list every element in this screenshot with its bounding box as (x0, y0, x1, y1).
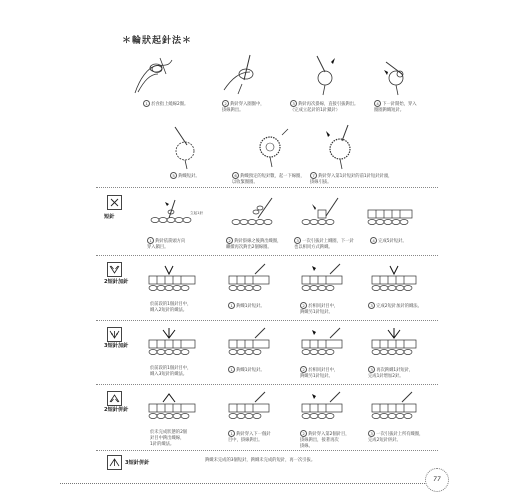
sc-2-increase-symbol (107, 262, 122, 277)
inc3-illustration-d (368, 326, 423, 364)
inc2-illustration-d (368, 262, 423, 300)
sc-step-3-caption: 3 一次引拔針上織圈，下一針 也以相同方式鉤織。 (294, 238, 354, 251)
section-divider (96, 384, 438, 385)
inc2-caption-a: 於前段的1個針目中， 織入2短針的織法。 (150, 302, 192, 313)
ring-step-3-illustration (305, 52, 345, 97)
sc-inline-note: 立起1針 (190, 211, 204, 215)
dec2-caption-a: 於未完成狀態的2個 針目中鉤出織線， 1針的織法。 (150, 430, 188, 447)
inc2-caption-c: 2 於相同針目中， 鉤織另1針短針。 (300, 303, 339, 316)
section-divider (96, 187, 438, 188)
dec2-illustration-b (225, 390, 280, 428)
sc-3-decrease-symbol (107, 455, 122, 470)
ring-step-2-illustration (220, 50, 270, 100)
sc-2-decrease-symbol (107, 391, 122, 406)
ring-step-7-illustration (318, 123, 363, 171)
ring-step-4-illustration (378, 52, 418, 97)
page-title: ＊輪狀起針法＊ (122, 36, 193, 46)
inc3-caption-b: 1 鉤織1針短針。 (228, 366, 265, 374)
ring-step-6-caption: 6 鉤織預定的短針數，起一下線圈， 以收緊圈圈。 (232, 173, 305, 186)
inc2-illustration-c (298, 262, 353, 300)
sc-step-1-illustration (145, 198, 215, 233)
section-divider (96, 450, 438, 451)
inc3-illustration-a (145, 326, 205, 364)
ring-step-1-caption: 1 於食指上繞線2圈。 (143, 100, 188, 108)
inc3-illustration-c (298, 326, 353, 364)
ring-step-5-illustration (165, 125, 205, 170)
sc-3-increase-symbol (107, 327, 122, 342)
section-label-sc-2-increase: 2短針加針 (104, 279, 129, 285)
inc3-caption-a: 於前段的1個針目中， 織入3短針的織法。 (150, 366, 192, 377)
ring-step-7-caption: 7 鉤針穿入第1針短針的前1針短針針頭， 掛線引拔。 (310, 173, 393, 186)
section-label-sc-2-decrease: 2短針併針 (104, 407, 129, 413)
ring-step-3-caption: 3 鉤針再次掛線，直接引拔鉤出。 （完成立起針的1針鎖針） (290, 101, 359, 114)
sc-step-2-caption: 2 鉤針掛線之後鉤出織圈， 繼續再次鉤出2個線圈。 (226, 238, 282, 251)
ring-step-6-illustration (248, 125, 293, 170)
inc3-caption-d: 3 再次鉤織1針短針， 完成1針增加2針。 (368, 367, 414, 380)
section-divider (96, 255, 438, 256)
ring-step-4-caption: 4 下一針開始，穿入 圈圈鉤織短針。 (374, 101, 417, 114)
section-label-sc-3-increase: 3短針加針 (104, 343, 129, 349)
dec2-illustration-c (298, 390, 353, 428)
sc-step-3-illustration (298, 196, 353, 234)
dec3-caption: 鉤織未完成的3個短針，鉤織未完成的短針，再一次引拔。 (205, 458, 316, 463)
page-number: 77 (425, 468, 449, 492)
bottom-divider (60, 483, 425, 484)
inc2-illustration-b (225, 262, 280, 300)
ring-step-5-caption: 5 鉤織短針。 (170, 172, 200, 180)
sc-step-4-illustration (364, 198, 419, 233)
ring-step-1-illustration (130, 48, 180, 98)
single-crochet-symbol (107, 195, 122, 210)
dec2-caption-d: 3 一次引拔針上所有織圈， 完成2短針併針。 (368, 431, 424, 444)
inc3-caption-c: 2 於相同針目中， 鉤織另1針短針。 (300, 367, 339, 380)
sc-step-1-caption: 1 鉤針依箭頭方向 穿入鎖目。 (147, 238, 186, 251)
inc3-illustration-b (225, 326, 280, 364)
section-divider (96, 320, 438, 321)
inc2-caption-d: 3 完成2短針加針的織法。 (368, 302, 422, 310)
sc-step-2-illustration (228, 196, 288, 234)
ring-step-2-caption: 2 鉤針穿入圈圈中， 掛線鉤出。 (222, 101, 265, 114)
sc-step-4-caption: 4 完成5針短針。 (370, 237, 407, 245)
section-label-single-crochet: 短針 (104, 214, 115, 220)
dec2-caption-c: 2 鉤針穿入第2個針目， 掛線鉤出，接著再次 掛線。 (300, 431, 350, 450)
section-label-sc-3-decrease: 3短針併針 (125, 460, 150, 466)
dec2-illustration-a (145, 390, 205, 428)
dec2-caption-b: 1 鉤針穿入下一個針 目中，掛線鉤出。 (228, 431, 271, 444)
dec2-illustration-d (368, 390, 423, 428)
inc2-illustration-a (145, 262, 205, 300)
inc2-caption-b: 1 鉤織1針短針。 (228, 302, 265, 310)
